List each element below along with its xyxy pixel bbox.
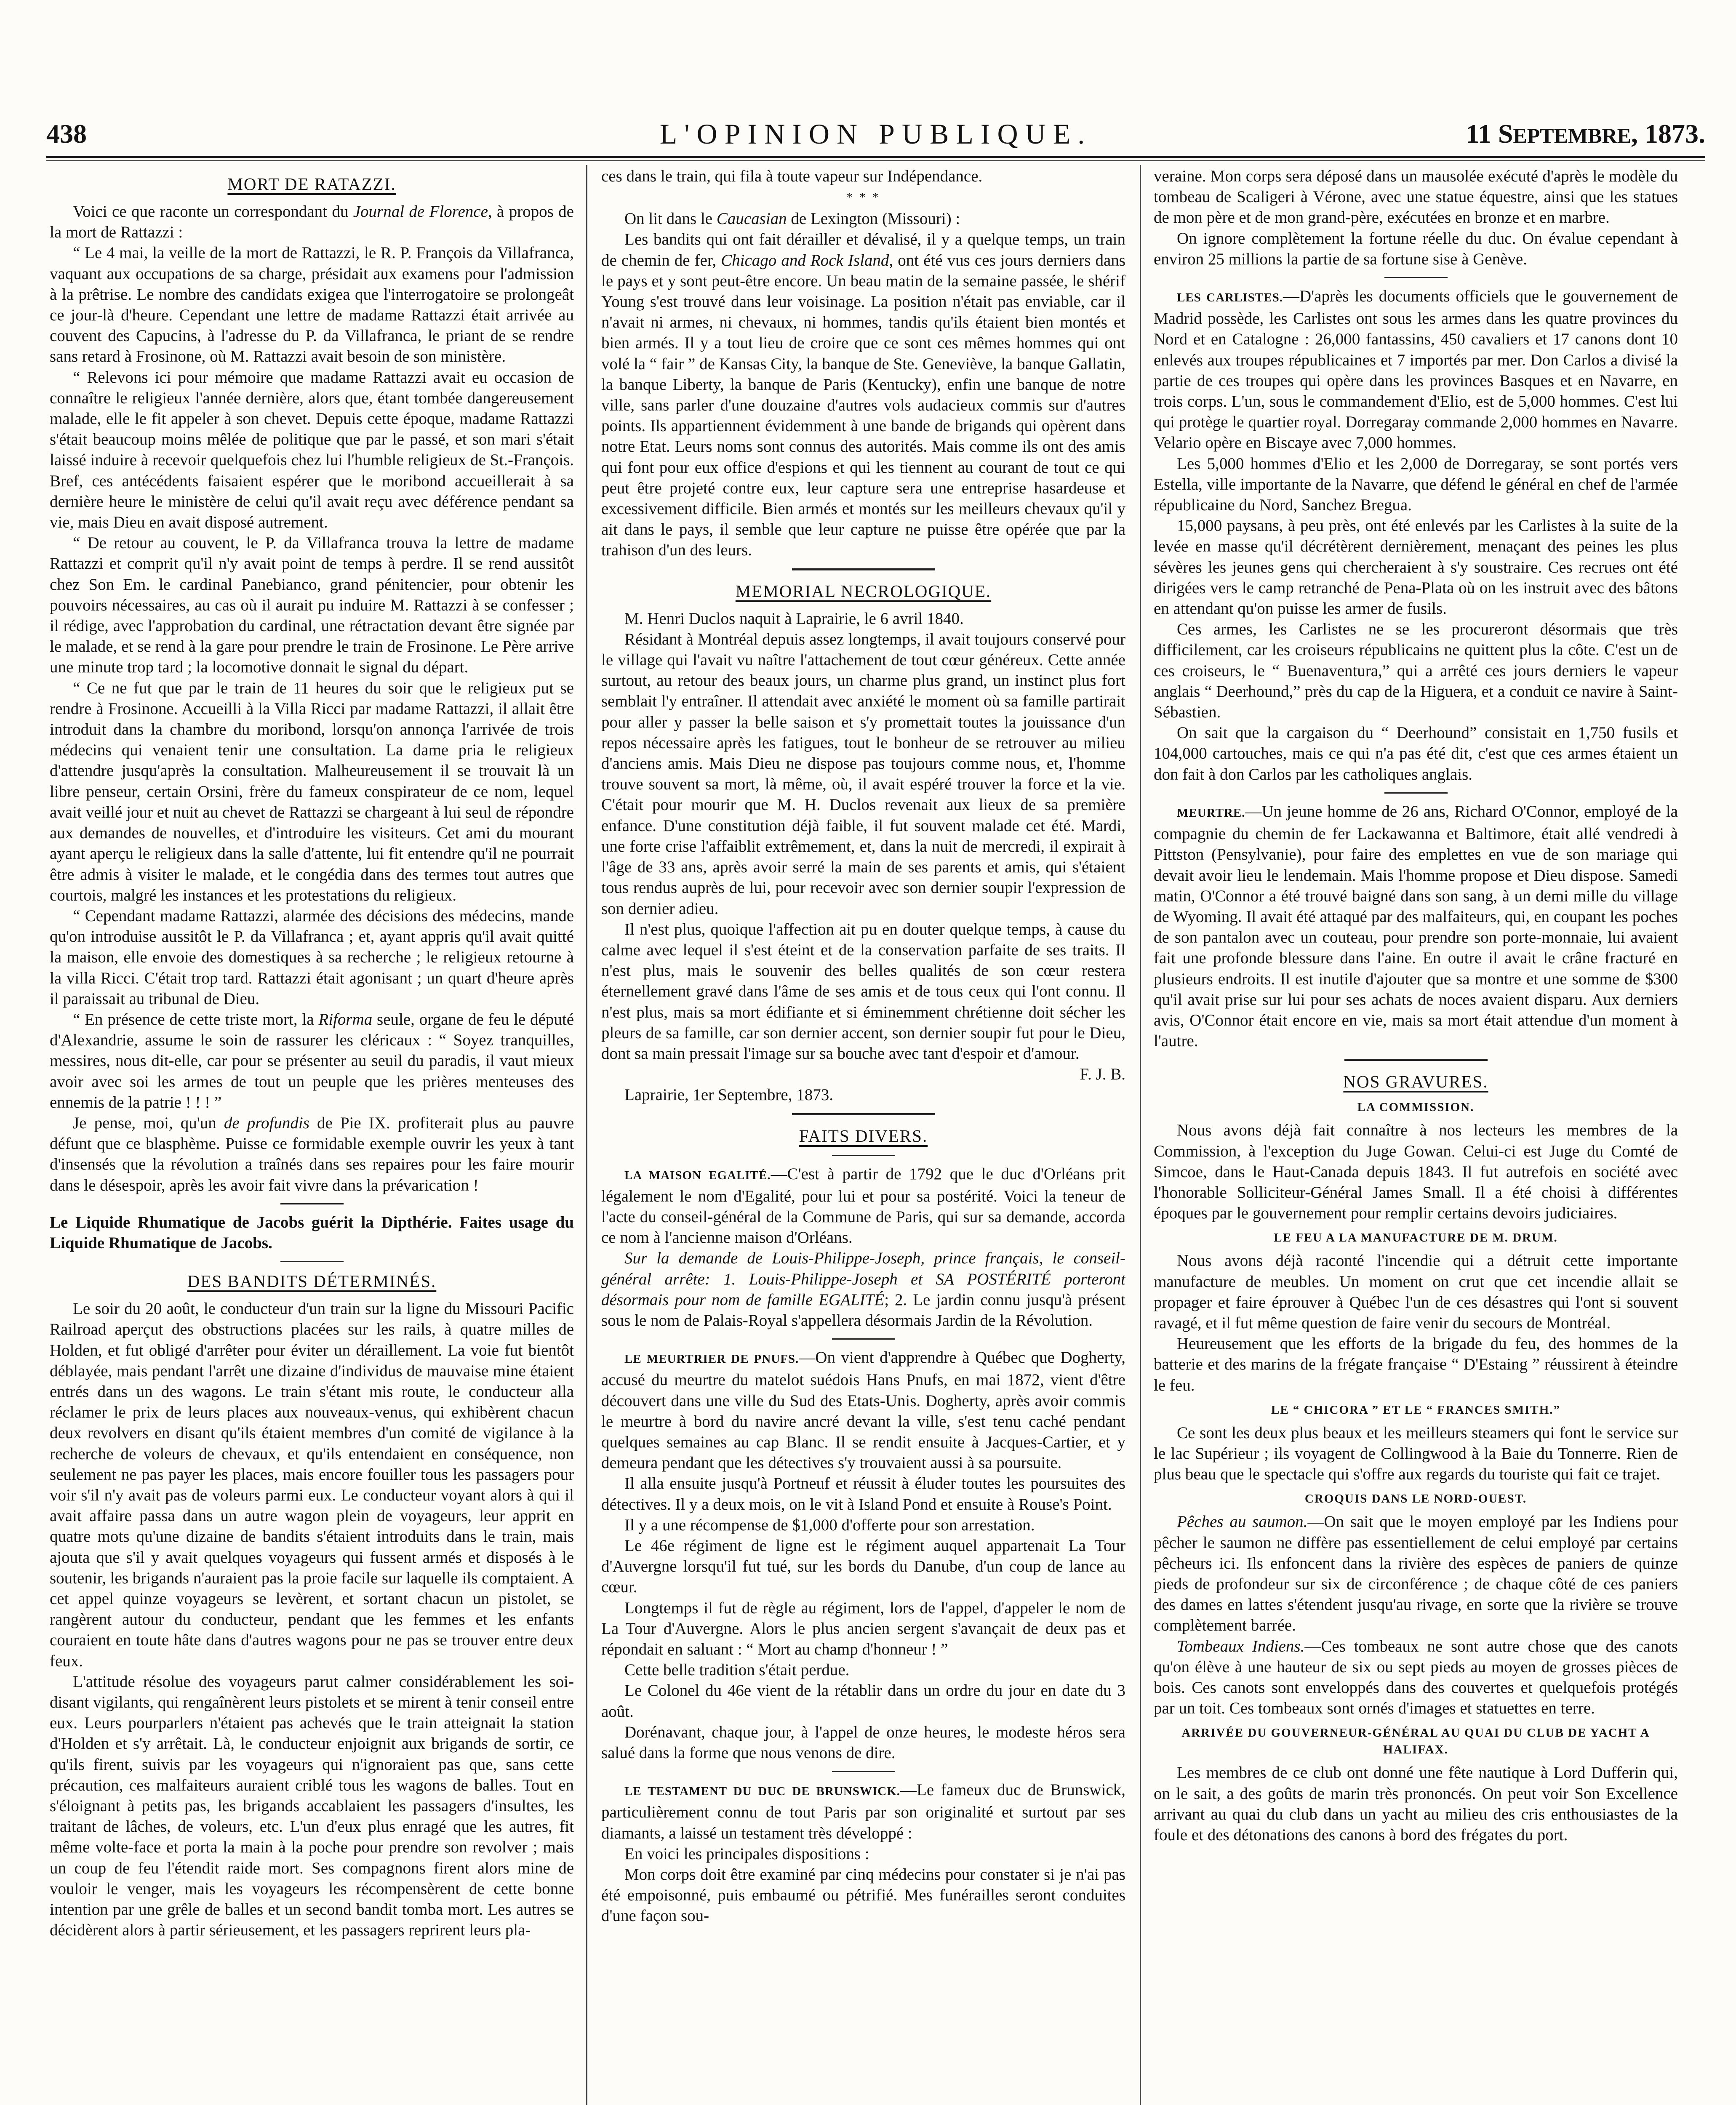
subhead: ARRIVÉE DU GOUVERNEUR-GÉNÉRAL AU QUAI DU CLUB DE YACHT A HALIFAX. (1181, 1726, 1650, 1757)
paragraph: Mon corps doit être examiné par cinq médecins pour constater si je n'ai pas été empoisonné, puis embaumé ou pétrifié. Mes funérailles seront conduites d'une façon sou- (601, 1865, 1125, 1925)
paragraph: Voici ce que raconte un correspondant du Journal de Florence, à propos de la mort de Rattazzi : (50, 203, 574, 242)
paragraph: Je pense, moi, qu'un de profundis de Pie IX. profiterait plus au pauvre défunt que ce blasphème. Puisse ce formidable exemple ouvrir les yeux à tant d'insensés que la révolution a traînés dans ses repaires pour les faire mourir dans le désespoir, après les avoir fait vivre dans la prévarication ! (50, 1114, 574, 1194)
article-title: NOS GRAVURES. (1343, 1072, 1488, 1092)
section-rule (792, 568, 935, 570)
paragraph: 15,000 paysans, à peu près, ont été enlevés par les Carlistes à la suite de la levée en masse qu'il décrétèrent dernièrement, menaçant des peines les plus sévères les jeunes gens qui chercheraient à s'y soustraire. Ces recrues ont été dirigées vers le camp retranché de Pena-Plata où on les instruit avec des bâtons en attendant qu'on puisse les armer de fusils. (1154, 517, 1678, 618)
paragraph: On sait que la cargaison du “ Deerhound” consistait en 1,750 fusils et 104,000 cartouches, mais ce qui n'a pas été dit, c'est que ces armes étaient un don fait à don Carlos par les catholiques anglais. (1154, 724, 1678, 783)
section-rule (1384, 277, 1448, 278)
paragraph: Tombeaux Indiens.—Ces tombeaux ne sont autre chose que des canots qu'on élève à une hauteur de six ou sept pieds au moyen de grosses pièces de bois. Ces canots sont enveloppés dans des couvertes et quelquefois protégés par un toit. Ces tombeaux sont ornés d'images et statuettes en terre. (1154, 1637, 1678, 1718)
paragraph: “ En présence de cette triste mort, la Riforma seule, organe de feu le député d'Alexandrie, assume le soin de rassurer les cléricaux : “ Soyez tranquilles, messires, nous dit-elle, car pour se présenter au seuil du paradis, il vaut mieux avoir avec soi les armes de tout un peuple que les prières menteuses des ennemis de la patrie ! ! ! ” (50, 1010, 574, 1111)
paragraph: veraine. Mon corps sera déposé dans un mausolée exécuté d'après le modèle du tombeau de Scaligeri à Vérone, avec une statue équestre, ainsi que les statues de mon père et de mon grand-père, exécutées en bronze et en marbre. (1154, 167, 1678, 227)
newspaper-name: L'OPINION PUBLIQUE. (659, 118, 1092, 150)
masthead-rule (46, 156, 1705, 158)
item-carlistes: LES CARLISTES.—D'après les documents officiels que le gouvernement de Madrid possède, les Carlistes ont sous les armes dans les quatre provinces du Nord et en Catalogne : 26,000 fantassins, 450 cavaliers et 17 canons dont 10 enlevés aux troupes républicaines et 7 importés par mer. Don Carlos a divisé la partie de ces troupes qui opère dans les provinces Basques et en Navarre, en trois corps. L'un, sous le commandement d'Elio, est de 5,000 hommes. C'est lui qui protège le quartier royal. Dorregaray commande 2,000 hommes en Navarre. Velario opère en Biscaye avec 7,000 hommes. (1154, 287, 1678, 452)
paragraph: Ces armes, les Carlistes ne se les procureront désormais que très difficilement, car les croiseurs républicains ne quittent plus la côte. C'est un de ces croiseurs, le “ Buenaventura,” qui a arrêté ces jours derniers le vapeur anglais “ Deerhound,” près du cap de la Higuera, et a conduit ce navire à Saint-Sébastien. (1154, 620, 1678, 722)
section-rule (792, 1113, 935, 1115)
separator-stars: * * * (846, 190, 880, 205)
item-testament: LE TESTAMENT DU DUC DE BRUNSWICK.—Le fameux duc de Brunswick, particulièrement connu de tout Paris par son originalité et surtout par ses diamants, a laissé un testament très développé : (601, 1781, 1125, 1842)
item-maison-egalite: LA MAISON EGALITÉ.—C'est à partir de 1792 que le duc d'Orléans prit légalement le nom d'Egalité, pour lui et pour sa postérité. Voici la teneur de l'acte du conseil-général de la Commune de Paris, qui sur sa demande, accorda ce nom à l'ancienne maison d'Orléans. (601, 1164, 1125, 1247)
paragraph: Nous avons déjà fait connaître à nos lecteurs les membres de la Commission, à l'exception du Juge Gowan. Celui-ci est Juge du Comté de Simcoe, dans le Haut-Canada depuis 1843. Il fut autrefois en société avec l'honorable Solliciteur-Général James Small. Il a été choisi à différentes époques par le gouvernement pour remplir certains devoirs judiciaires. (1154, 1121, 1678, 1223)
column-divider (586, 165, 587, 2105)
subhead: LA COMMISSION. (1357, 1100, 1475, 1114)
section-rule (832, 1771, 895, 1772)
paragraph: Les bandits qui ont fait dérailler et dévalisé, il y a quelque temps, un train de chemin de fer, Chicago and Rock Island, ont été vus ces jours derniers dans le pays et y sont peut-être encore. Un beau matin de la semaine passée, le shérif Young s'est trouvé dans leur voisinage. La position n'était pas enviable, car il n'avait ni armes, ni chevaux, ni hommes, tandis qu'ils étaient bien montés et bien armés. Il y a tout lieu de croire que ce sont ces mêmes hommes qui ont volé la “ fair ” de Kansas City, la banque de Ste. Geneviève, la banque Gallatin, la banque Liberty, la banque de Paris (Kentucky), enfin une banque de notre ville, sans parler d'une douzaine d'autres vols audacieux commis sur d'autres points. Ils appartiennent évidemment à une bande de brigands qui opèrent dans notre Etat. Leurs noms sont connus des autorités. Mais comme ils ont des amis qui font pour eux office d'espions et qui les tiennent au courant de tout ce qui peut être projeté contre eux, leur capture sera une entreprise hasardeuse et excessivement difficile. Bien armés et montés sur les meilleurs chevaux qu'il y ait dans le pays, il semble que leur capture ne puisse être opérée que par la trahison d'un des leurs. (601, 230, 1125, 560)
item-meurtrier: LE MEURTRIER DE PNUFS.—On vient d'apprendre à Québec que Dogherty, accusé du meurtre du matelot suédois Hans Pnufs, en mai 1872, vient d'être découvert dans une ville du Sud des Etats-Unis. Dogherty, après avoir commis le meurtre à bord du navire ancré devant la ville, s'est tenu caché pendant quelques semaines au cap Blanc. Il se rendit ensuite à Jacques-Cartier, et y demeura pendant que les détectives s'y trouvaient aussi à sa poursuite. (601, 1348, 1125, 1472)
paragraph: “ De retour au couvent, le P. da Villafranca trouva la lettre de madame Rattazzi et comprit qu'il n'y avait point de temps à perdre. Il se rend aussitôt chez Son Em. le cardinal Panebianco, grand pénitencier, pour obtenir les pouvoirs nécessaires, au cas où il aurait pu induire M. Rattazzi à se confesser ; il rédige, avec l'approbation du cardinal, une rétractation devant être signée par le malade, et se rend à la gare pour prendre le train de Frosinone. Le Père arrive une minute trop tard ; la locomotive donnait le signal du départ. (50, 534, 574, 677)
article-title: MEMORIAL NECROLOGIQUE. (735, 581, 992, 601)
article-title: FAITS DIVERS. (799, 1126, 928, 1146)
article-caucasian (601, 208, 1125, 560)
paragraph: “ Le 4 mai, la veille de la mort de Rattazzi, le R. P. François da Villafranca, vaquant aux occupations de sa charge, présidait aux examens pour l'admission à la prêtrise. Le nombre des candidats exigea que l'interrogatoire se prolongeât ce jour-là d'heure. Cependant une lettre de madame Rattazzi était arrivée au couvent des Capucins, à l'adresse du P. da Villafranca, le priant de se rendre sans retard à Frosinone, où M. Rattazzi avait besoin de son ministère. (50, 244, 574, 366)
paragraph: Les membres de ce club ont donné une fête nautique à Lord Dufferin qui, on le sait, a des goûts de marin très prononcés. On peut voir Son Excellence arrivant au quai du club dans un yacht au milieu des cris enthousiastes de la foule et des détonations des canons à bord des frégates du port. (1154, 1764, 1678, 1844)
masthead (46, 116, 1705, 152)
item-meurtre: MEURTRE.—Un jeune homme de 26 ans, Richard O'Connor, employé de la compagnie du chemin de fer Lackawanna et Baltimore, était allé vendredi à Pittston (Pensylvanie), pour faire des emplettes en vue de son mariage qui devait avoir lieu le lendemain. Mais l'homme propose et Dieu dispose. Samedi matin, O'Connor a été trouvé baigné dans son sang, à un demi mille du village de Wyoming. Il avait été attaqué par des malfaiteurs, qui, en coupant les poches de son pantalon avec un couteau, pour prendre son porte-monnaie, lui avaient fait une profonde blessure dans l'aine. En outre il avait le crâne fracturé en plusieurs endroits. Il est inutile d'ajouter que sa montre et une somme de $300 qu'il avait prise sur lui pour ses achats de noces avaient disparu. Aux derniers avis, O'Connor était encore en vie, mais sa mort était attendue d'un moment à l'autre. (1154, 802, 1678, 1050)
paragraph: Les 5,000 hommes d'Elio et les 2,000 de Dorregaray, se sont portés vers Estella, ville importante de la Navarre, que défend le général en chef de l'armée républicaine du Nord, Sanchez Bregua. (1154, 454, 1678, 514)
article-bandits (50, 1298, 574, 1940)
article-memorial (601, 608, 1125, 1064)
column-1 (50, 166, 574, 2105)
section-rule (832, 1338, 895, 1340)
paragraph: Longtemps il fut de règle au régiment, lors de l'appel, d'appeler le nom de La Tour d'Auvergne. Alors le plus ancien sergent s'avançait de deux pas et répondait en saluant : “ Mort au champ d'honneur ! ” (601, 1599, 1125, 1658)
paragraph: Le 46e régiment de ligne est le régiment auquel appartenait La Tour d'Auvergne lorsqu'il fut tué, sur les bords du Danube, d'un coup de lance au cœur. (601, 1536, 1125, 1596)
article-feu (1154, 1250, 1678, 1395)
paragraph: Dorénavant, chaque jour, à l'appel de onze heures, le modeste héros sera salué dans la forme que nous venons de dire. (601, 1723, 1125, 1762)
item-carlistes-rest (1154, 453, 1678, 785)
paragraph: On ignore complètement la fortune réelle du duc. On évalue cependant à environ 25 millions la partie de sa fortune sise à Genève. (1154, 229, 1678, 268)
section-rule (280, 1261, 344, 1262)
item-meurtrier-rest (601, 1473, 1125, 1763)
paragraph: “ Ce ne fut que par le train de 11 heures du soir que le religieux put se rendre à Frosinone. Accueilli à la Villa Ricci par madame Rattazzi, il allait être introduit dans la chambre du moribond, lorsqu'on annonça l'arrivée de trois médecins qui venaient tenir une consultation. La dame pria le religieux d'attendre jusqu'après la consultation. Malheureusement il se trouvait là un libre penseur, certain Orsini, frère du fameux conspirateur de ce nom, lequel avait veillé jour et nuit au chevet de Rattazzi se chargeant à lui seul de répondre aux demandes de nouvelles, et d'introduire les visiteurs. Cet ami du mourant ayant aperçu le religieux dans la salle d'attente, lui fit entendre qu'il ne pourrait être admis à visiter le malade, et le congédia dans des termes tout autres que courtois, malgré les instances et les protestations du religieux. (50, 679, 574, 904)
dateline: Laprairie, 1er Septembre, 1873. (624, 1086, 833, 1104)
paragraph: Le soir du 20 août, le conducteur d'un train sur la ligne du Missouri Pacific Railroad aperçut des obstructions placées sur les rails, à quatre milles de Holden, et fut obligé d'arrêter pour éviter un déraillement. La voie fut bientôt déblayée, mais pendant l'arrêt une dizaine d'individus de mauvaise mine étaient entrés dans un des wagons. Le train s'étant mis route, le conducteur alla réclamer le prix de leurs places aux nouveaux-venus, qui exhibèrent chacun deux revolvers en disant qu'ils étaient membres d'un comité de vigilance à la recherche de voleurs de chevaux, et qu'ils entendaient en conséquence, non seulement ne pas payer les places, mais encore fouiller tous les passagers pour voir s'il n'y avait pas de voleurs parmi eux. Le conducteur voyant alors à qui il avait affaire passa dans un autre wagon plein de voyageurs, leur apprit en quatre mots qu'une dizaine de bandits s'étaient introduits dans le train, mais ajouta que s'il y avait quelques voyageurs qui fussent armés et disposés à le soutenir, les brigands n'auraient pas la proie facile sur laquelle ils comptaient. A cet appel quinze voyageurs se levèrent, et sortant chacun un pistolet, se rangèrent autour du conducteur, pendant que les femmes et les enfants couraient en toute hâte dans d'autres wagons pour ne pas se trouver entre deux feux. (50, 1300, 574, 1670)
paragraph: Il alla ensuite jusqu'à Portneuf et réussit à éluder toutes les poursuites des détectives. Il y a deux mois, on le vit à Island Pond et ensuite à Rouse's Point. (601, 1474, 1125, 1513)
paragraph: On lit dans le Caucasian de Lexington (Missouri) : (624, 210, 960, 228)
section-rule (1384, 792, 1448, 794)
paragraph: “ Relevons ici pour mémoire que madame Rattazzi avait eu occasion de connaître le religieux l'année dernière, alors que, étant tombée dangereusement malade, elle le fit appeler à son chevet. Depuis cette époque, madame Rattazzi s'était beaucoup moins mêlée de politique que par le passé, et son mari s'était laissé induire à recevoir quelquefois chez lui l'humble religieux de St.-François. Bref, ces antécédents faisaient espérer que le moribond accueillerait à sa dernière heure le ministère de celui qu'il avait reçu avec déférence pendant sa vie, mais Dieu en avait disposé autrement. (50, 368, 574, 532)
advertisement: Le Liquide Rhumatique de Jacobs guérit la Dipthérie. Faites usage du Liquide Rhumatique de Jacobs. (50, 1213, 574, 1252)
paragraph: M. Henri Duclos naquit à Laprairie, le 6 avril 1840. (624, 609, 964, 628)
subhead: CROQUIS DANS LE NORD-OUEST. (1304, 1492, 1527, 1506)
paragraph: Il y a une récompense de $1,000 d'offerte pour son arrestation. (624, 1516, 1035, 1534)
paragraph: Il n'est plus, quoique l'affection ait pu en douter quelque temps, à cause du calme avec lequel il s'est éteint et de la conservation parfaite de ses traits. Il n'est plus, mais le souvenir des belles qualités de son cœur restera éternellement gravé dans l'âme de ses amis et de tous ceux qui l'ont connu. Il n'est plus, mais sa mort édifiante et si éminemment chrétienne doit sécher les pleurs de sa famille, car son dernier accent, son dernier soupir fut pour le Dieu, dont sa main pressait l'image sur sa bouche avec tant d'espoir et d'amour. (601, 920, 1125, 1063)
paragraph: Nous avons déjà raconté l'incendie qui a détruit cette importante manufacture de meubles. Un moment on crut que cet incendie allait se propager et faire éprouver à Québec l'un de ces désastres qui l'ont si souvent ravagé, et il fut même question de faire venir du secours de Montréal. (1154, 1252, 1678, 1332)
paragraph: Résidant à Montréal depuis assez longtemps, il avait toujours conservé pour le village qui l'avait vu naître l'attachement de tout cœur généreux. Cette année surtout, au retour des beaux jours, un charme plus grand, un instinct plus fort semblait l'y entraîner. Il attendait avec anxiété le moment où sa famille partirait pour aller y passer la belle saison et s'y promettait toutes la jouissance d'un repos nécessaire après les fatigues, tout le bonheur de se retrouver au milieu d'anciens amis. Mais Dieu ne dispose pas toujours comme nous, et, l'homme trouve souvent sa mort, là même, où, il avait espéré trouver la force et la vie. C'était pour mourir que M. H. Duclos revenait aux lieux de sa première enfance. D'une constitution déjà faible, il fut souvent malade cet été. Mardi, une forte crise l'affaiblit extrêmement, et, dans la nuit de mercredi, il expirait à l'âge de 33 ans, après avoir serré la main de ses parents et amis, qui s'étaient tous rendus auprès de lui, pour recevoir avec son dernier soupir l'expression de son dernier adieu. (601, 630, 1125, 918)
page-number: 438 (46, 119, 87, 149)
paragraph: L'attitude résolue des voyageurs parut calmer considérablement les soi-disant vigilants, qui rengaînèrent leurs pistolets et se mirent à tenir conseil entre eux. Leurs pourparlers n'étaient pas achevés que le train atteignait la station d'Holden et s'y arrêtait. Là, le conducteur enjoignit aux brigands de sortir, ce qu'ils firent, suivis par les voyageurs qui n'ignoraient pas que, sans cette précaution, ces malfaiteurs auraient criblé tous les wagons de balles. Tout en s'éloignant à petits pas, les brigands accablaient les passagers d'insultes, les traitant de lâches, de voleurs, etc. L'un d'eux plus enragé que les autres, fit même volte-face et porta la main à la poche pour prendre son revolver ; mais un coup de feu l'étendit raide mort. Ses compagnons firent alors mine de vouloir le venger, mais les voyageurs les récompensèrent de cette bonne intention par une grêle de balles et un second bandit tomba mort. Les autres se décidèrent alors à partir sérieusement, et les passagers reprirent leurs pla- (50, 1672, 574, 1940)
section-rule (832, 1155, 895, 1156)
article-title: DES BANDITS DÉTERMINÉS. (187, 1271, 437, 1291)
paragraph: Pêches au saumon.—On sait que le moyen employé par les Indiens pour pêcher le saumon ne diffère pas essentiellement de celui employé par certains pêcheurs ici. Ils enfoncent dans la rivière des espèces de paniers de quinze pieds de profondeur sur six de circonférence ; de chaque côté de ces paniers des dames en lattes s'étendent jusqu'au rivage, en sorte que la rivière se trouve complètement barrée. (1154, 1513, 1678, 1635)
masthead-rule-thin (46, 160, 1705, 161)
item-maison-decree: Sur la demande de Louis-Philippe-Joseph, prince français, le conseil-général arrête: 1. Louis-Philippe-Joseph et SA POSTÉRITÉ porteront désormais pour nom de famille EGALITÉ; 2. Le jardin connu jusqu'à présent sous le nom de Palais-Royal s'appellera désormais Jardin de la Révolution. (601, 1249, 1125, 1330)
article-croquis (1154, 1511, 1678, 1719)
article-title: MORT DE RATAZZI. (227, 174, 396, 194)
item-testament-rest (601, 1844, 1125, 1926)
article-continuation: ces dans le train, qui fila à toute vapeur sur Indépendance. (601, 167, 983, 185)
subhead: LE “ CHICORA ” ET LE “ FRANCES SMITH.” (1271, 1403, 1560, 1417)
paragraph: En voici les principales dispositions : (624, 1844, 869, 1863)
article-testament-cont (1154, 166, 1678, 269)
signature: F. J. B. (1080, 1065, 1125, 1084)
paragraph: “ Cependant madame Rattazzi, alarmée des décisions des médecins, mande qu'on introduise aussitôt le P. da Villafranca ; et, ayant appris qu'il avait quitté la maison, elle envoie des domestiques à sa recherche ; le religieux retourne à la villa Ricci. C'était trop tard. Rattazzi était agonisant ; un quart d'heure après il paraissait au tribunal de Dieu. (50, 906, 574, 1008)
paragraph: Cette belle tradition s'était perdue. (624, 1661, 850, 1679)
paragraph: Ce sont les deux plus beaux et les meilleurs steamers qui font le service sur le lac Supérieur ; ils voyagent de Collingwood à la Baie du Tonnerre. Rien de plus beau que le spectacle qui s'offre aux regards du touriste qui fait ce trajet. (1154, 1423, 1678, 1484)
section-rule (280, 1203, 344, 1204)
column-2 (601, 166, 1125, 2105)
paragraph: Le Colonel du 46e vient de la rétablir dans un ordre du jour en date du 3 août. (601, 1681, 1125, 1721)
subhead: LE FEU A LA MANUFACTURE DE M. DRUM. (1274, 1231, 1558, 1245)
column-3 (1154, 166, 1678, 2105)
article-ratazzi (50, 201, 574, 1196)
column-divider (1140, 165, 1141, 2105)
section-rule (1344, 1059, 1488, 1061)
issue-date: 11 SEPTEMBRE, 1873. (1466, 119, 1705, 149)
paragraph: Heureusement que les efforts de la brigade du feu, des hommes de la batterie et des marins de la frégate française “ D'Estaing ” réussirent à éteindre le feu. (1154, 1335, 1678, 1394)
